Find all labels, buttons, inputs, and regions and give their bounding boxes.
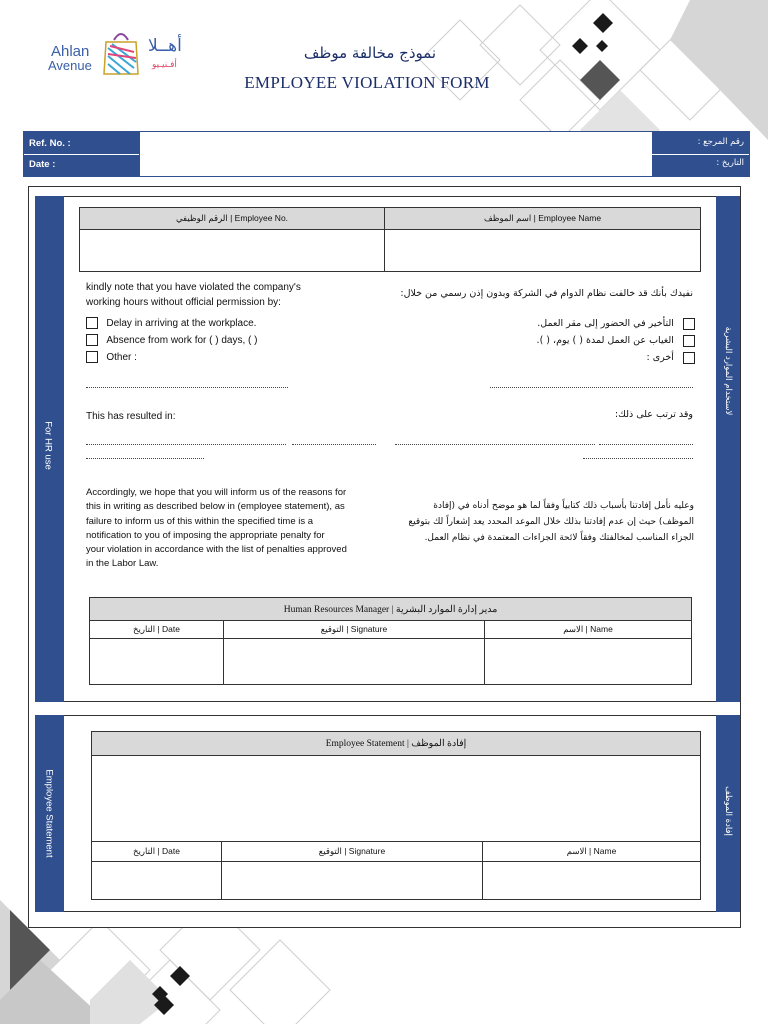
notice-line-4: notification to you of imposing the appropriate penalty for (86, 529, 325, 541)
emp-statement-title: Employee Statement | إفادة الموظف (92, 732, 701, 756)
title-ar: نموذج مخالفة موظف (303, 44, 437, 62)
ref-no-label: Ref. No. : (29, 138, 71, 149)
option-other-label-ar: أخرى : (646, 352, 674, 363)
notice-ar-line-1: وعليه نأمل إفادتنا بأسباب ذلك كتابياً وفقاً لما هو موضح أدناه في (إفادة (433, 501, 694, 511)
date-label-ar: التاريخ : (716, 158, 744, 168)
result-line-ar-1[interactable] (395, 444, 595, 445)
hr-side-label-ar: لاستخدام الموارد البشرية (723, 326, 733, 416)
employee-name-field[interactable] (385, 230, 701, 272)
option-other-label: Other : (106, 352, 137, 363)
col-employee-no: الرقم الوظيفي | Employee No. (80, 208, 385, 230)
option-other (86, 349, 366, 366)
checkbox-absence[interactable] (86, 334, 98, 346)
title-en: EMPLOYEE VIOLATION FORM (244, 73, 490, 92)
result-line-1[interactable] (86, 444, 286, 445)
hr-section-bottom-rule (79, 580, 80, 582)
emp-signature-field[interactable] (222, 862, 483, 900)
option-delay (86, 315, 366, 332)
divider (24, 154, 139, 155)
notice-ar-line-3: الجزاء المناسب لمخالفتك وفقاً لائحة الجزاءات المعتمدة في نظام العمل. (424, 533, 694, 543)
logo-text-ar-2: أفـنيـيو (152, 60, 177, 70)
employee-info-table (79, 207, 701, 272)
notice-line-3: failure to inform us of this within the specified time is a (86, 515, 314, 527)
intro-line-1: kindly note that you have violated the company's (86, 282, 301, 293)
emp-side-label: Employee Statement (43, 769, 55, 858)
col-employee-name: اسم الموظف | Employee Name (385, 208, 701, 230)
hrm-date-field[interactable] (90, 639, 224, 685)
other-line-ar[interactable] (490, 387, 693, 388)
option-absence-label: Absence from work for ( ) days, ( ) (106, 335, 258, 346)
intro-text-ar: نفيدك بأنك قد خالفت نظام الدوام في الشركة وبدون إذن رسمي من خلال: (400, 288, 693, 299)
employee-statement-table (91, 731, 701, 900)
emp-statement-field[interactable] (92, 756, 701, 842)
hr-manager-table (89, 597, 692, 685)
hrm-col-signature: التوقيع | Signature (224, 621, 485, 639)
hrm-col-name: الاسم | Name (485, 621, 692, 639)
employee-no-field[interactable] (80, 230, 385, 272)
result-line-3[interactable] (86, 458, 204, 459)
result-line-ar-3[interactable] (583, 458, 693, 459)
hrm-col-date: التاريخ | Date (90, 621, 224, 639)
checkbox-delay-ar[interactable] (683, 318, 695, 330)
checkbox-delay[interactable] (86, 317, 98, 329)
notice-line-6: in the Labor Law. (86, 558, 159, 570)
options-ar (440, 315, 695, 366)
notice-line-2: this in writing as described below in (employee statement), as (86, 501, 345, 513)
logo-text-ar: أهــلا (148, 36, 182, 56)
logo-text-en-2: Avenue (48, 58, 92, 73)
notice-line-1: Accordingly, we hope that you will inform us of the reasons for (86, 487, 347, 498)
result-label-ar: وقد ترتب على ذلك: (614, 409, 693, 420)
hrm-signature-field[interactable] (224, 639, 485, 685)
company-logo (48, 28, 208, 88)
ref-labels-left (24, 132, 139, 176)
hr-side-label: For HR use (42, 421, 54, 470)
option-delay-label-ar: التأخير في الحضور إلى مقر العمل. (537, 318, 674, 329)
logo-text-en-1: Ahlan (51, 43, 90, 60)
intro-text-en (86, 280, 386, 310)
notice-ar-line-2: الموظف) حيث إن عدم إفادتنا بذلك خلال الموعد المحدد يعد إشعاراً لك بتوقيع (408, 517, 694, 527)
checkbox-other-ar[interactable] (683, 352, 695, 364)
notice-text-en (86, 486, 386, 572)
hrm-title: Human Resources Manager | مدير إدارة الموارد البشرية (90, 598, 692, 621)
result-label-en: This has resulted in: (86, 411, 176, 422)
other-line-en[interactable] (86, 387, 288, 388)
divider (652, 154, 749, 155)
hr-side-bar-right (716, 196, 740, 702)
emp-side-label-ar: إفادة الموظف (723, 786, 733, 836)
hrm-name-field[interactable] (485, 639, 692, 685)
emp-date-field[interactable] (92, 862, 222, 900)
notice-text-ar (388, 498, 694, 546)
checkbox-absence-ar[interactable] (683, 335, 695, 347)
result-line-2[interactable] (292, 444, 376, 445)
emp-col-date: التاريخ | Date (92, 842, 222, 862)
shopping-bag-icon (100, 28, 142, 76)
emp-name-field[interactable] (483, 862, 701, 900)
option-absence-label-ar: الغياب عن العمل لمدة ( ) يوم، ( ). (536, 335, 674, 346)
emp-col-name: الاسم | Name (483, 842, 701, 862)
emp-col-signature: التوقيع | Signature (222, 842, 483, 862)
checkbox-other[interactable] (86, 351, 98, 363)
ref-no-label-ar: رقم المرجع : (697, 137, 744, 147)
intro-line-2: working hours without official permission by: (86, 297, 281, 308)
options-en (86, 315, 366, 366)
option-delay-label: Delay in arriving at the workplace. (106, 318, 257, 329)
result-line-ar-2[interactable] (599, 444, 693, 445)
ref-labels-right (652, 132, 749, 176)
reference-bar (23, 131, 750, 177)
option-other-ar (440, 349, 695, 366)
ref-value-field[interactable] (139, 132, 654, 176)
date-label: Date : (29, 159, 56, 170)
option-absence (86, 332, 366, 349)
notice-line-5: your violation in accordance with the list of penalties approved (86, 544, 347, 556)
option-absence-ar (440, 332, 695, 349)
option-delay-ar (440, 315, 695, 332)
